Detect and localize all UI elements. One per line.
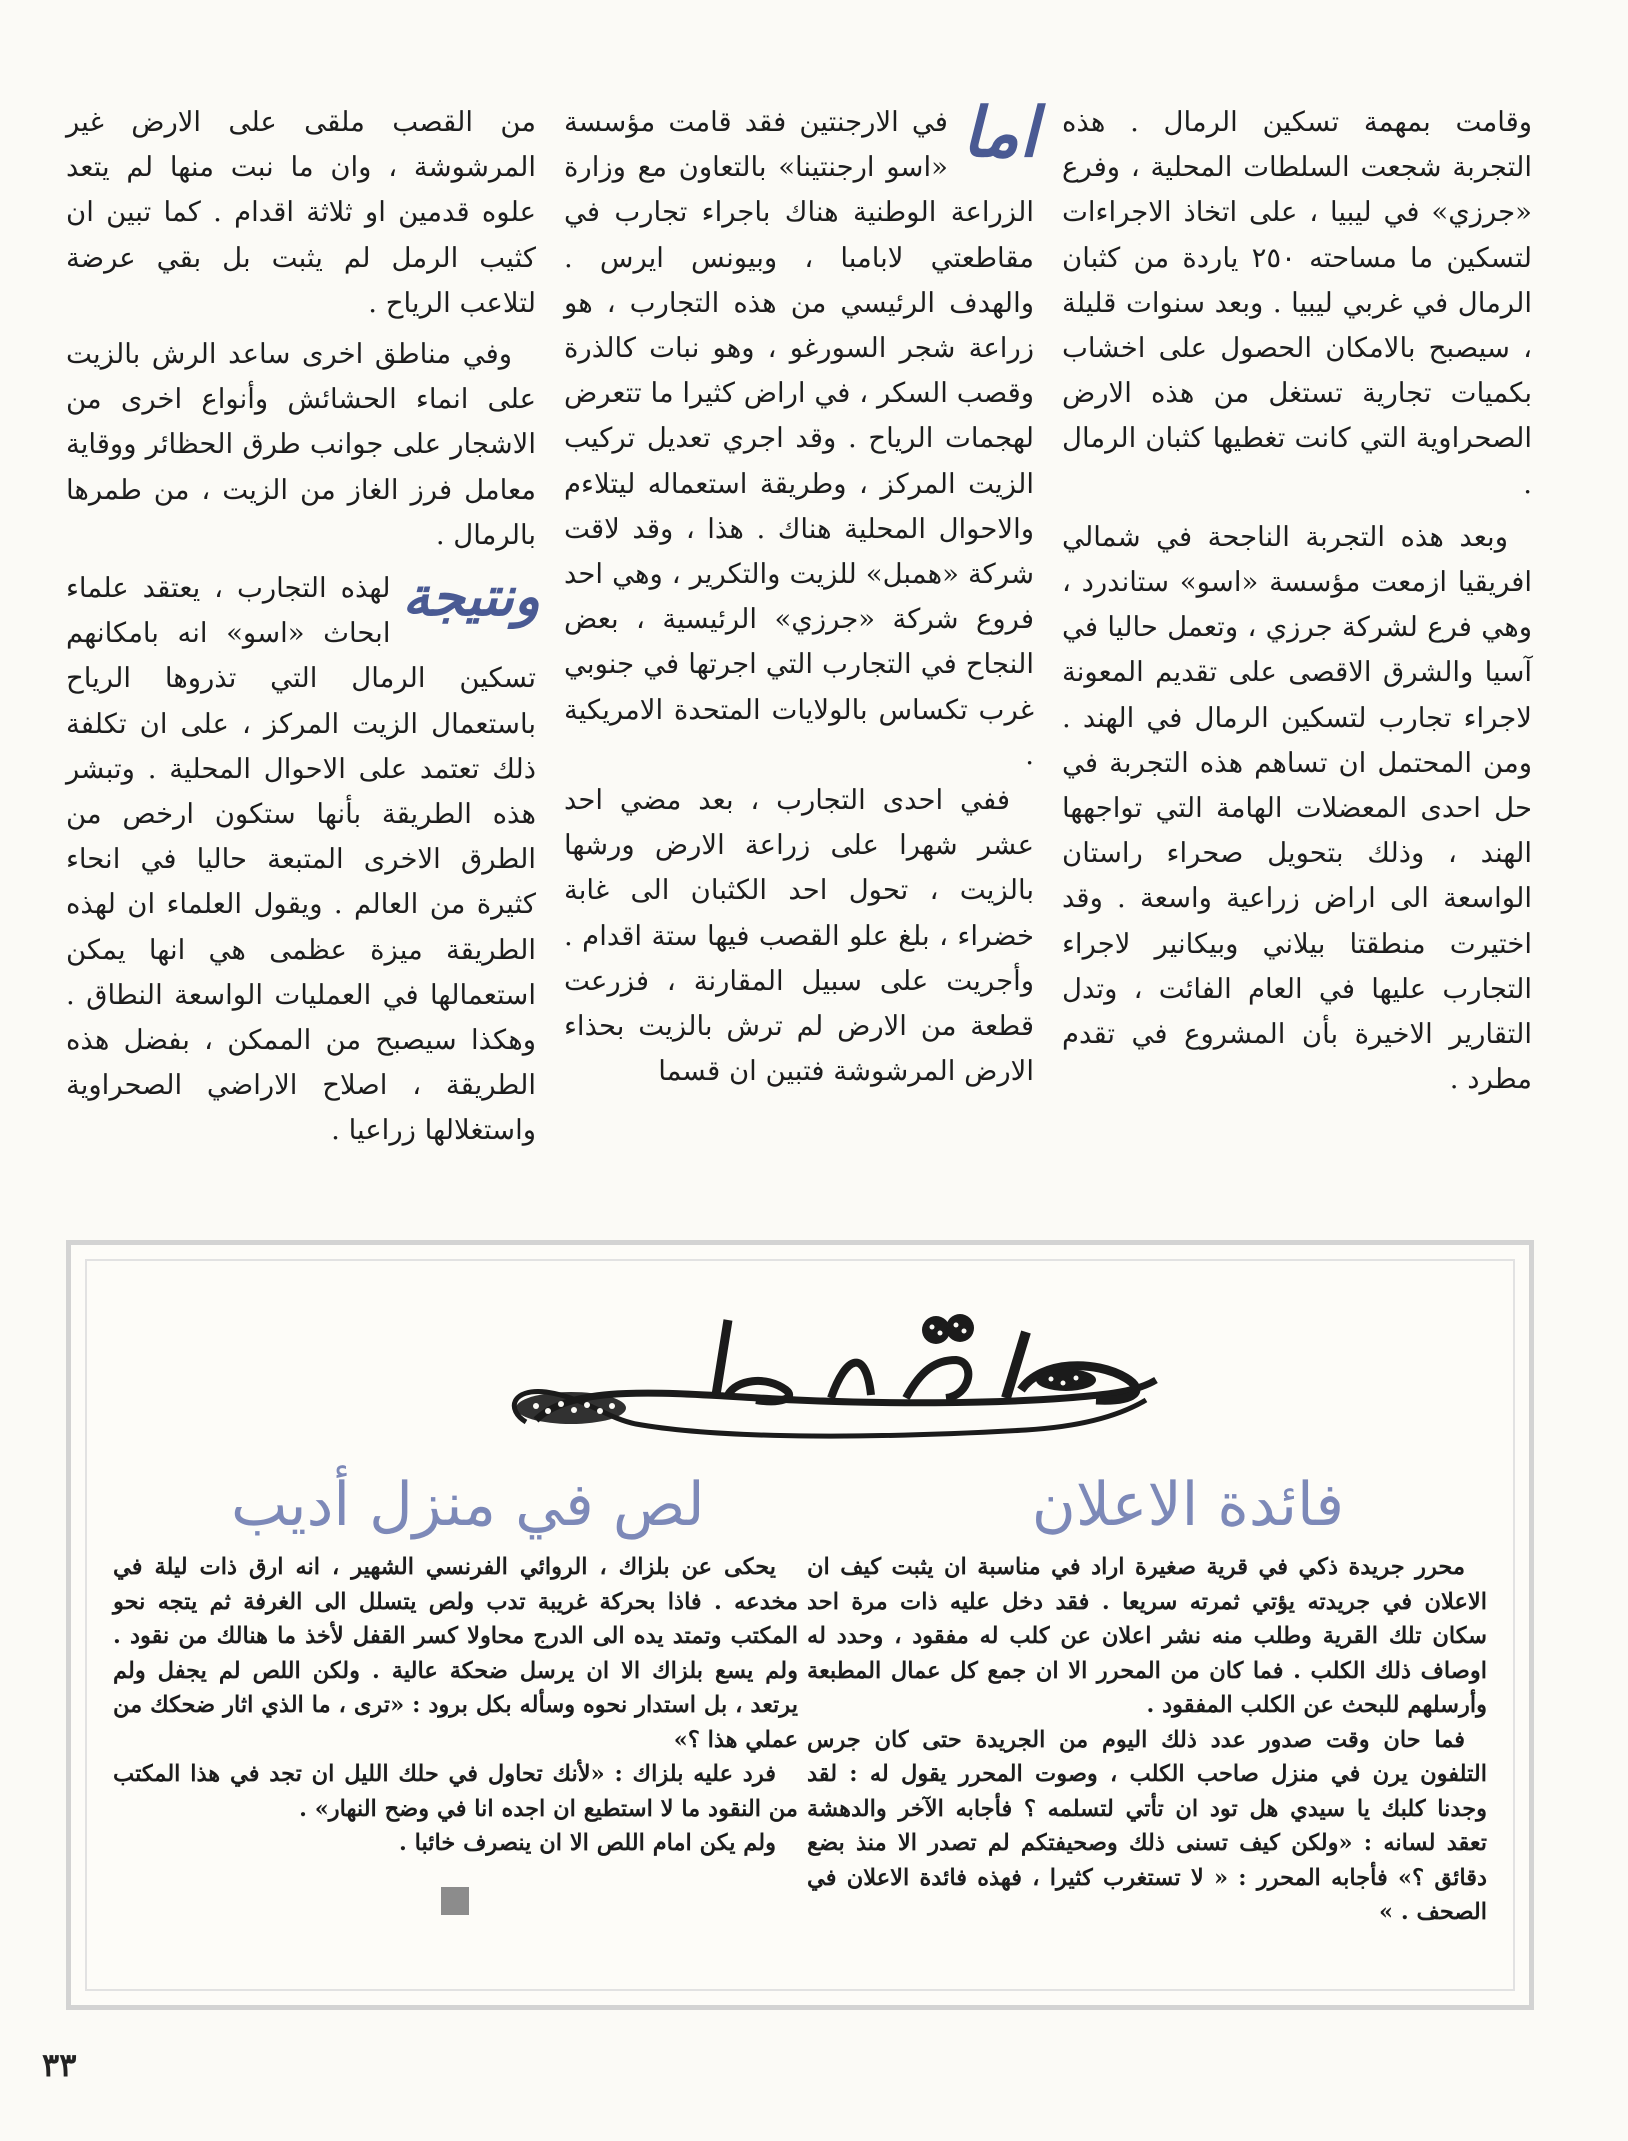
drop-word-natija: ونتيجة	[402, 564, 540, 629]
tarayef-logo	[466, 1300, 1206, 1470]
page-number: ٣٣	[42, 2046, 77, 2084]
story2-paragraph-2: فرد عليه بلزاك : «لأنك تحاول في حلك الليل ان تجد في هذا المكتب من النقود ما لا استطيع ان اجده انا في وضح النهار» .	[113, 1761, 798, 1822]
col-left-paragraph-2: وفي مناطق اخرى ساعد الرش بالزيت على انماء الحشائش وأنواع اخرى من الاشجار على جوانب طرق الحظائر ووقاية معامل فرز الغاز من الزيت ، من طمرها بالرمال .	[66, 338, 536, 551]
story2-paragraph-3: ولم يكن امام اللص الا ان ينصرف خائبا .	[398, 1830, 776, 1856]
column-left	[66, 100, 540, 1154]
col-mid-paragraph-1	[564, 93, 1038, 778]
story-body-thief-writer	[113, 1550, 798, 1861]
story-body-ad-benefit	[807, 1550, 1487, 1930]
end-of-article-mark	[441, 1887, 469, 1915]
column-middle	[564, 93, 1038, 1094]
tarayef-box	[66, 1240, 1534, 2010]
drop-cap-amma: اما	[961, 93, 1038, 173]
col-left-paragraph-1: من القصب ملقى على الارض غير المرشوشة ، وان ما نبت منها لم يتعد علوه قدمين او ثلاثة اقدام . كما تبين ان كثيب الرمل لم يثبت بل بقي عرضة لتلاعب الرياح .	[66, 106, 536, 319]
col-left-paragraph-3-text: لهذه التجارب ، يعتقد علماء ابحاث «اسو» انه بامكانهم تسكين الرمال التي تذروها الرياح باستعمال الزيت المركز ، على ان تكلفة ذلك تعتمد على الاحوال المحلية . وتبشر هذه الطريقة بأنها ستكون ارخص من الطرق الاخرى المتبعة حاليا في انحاء كثيرة من العالم . ويقول العلماء ان لهذه الطريقة ميزة عظمى هي انها يمكن استعمالها في العمليات الواسعة النطاق . وهكذا سيصبح من الممكن ، بفضل هذه الطريقة ، اصلاح الاراضي الصحراوية واستغلالها زراعيا .	[66, 572, 536, 1147]
story1-paragraph-2: فما حان وقت صدور عدد ذلك اليوم من الجريدة حتى كان جرس التلفون يرن في منزل صاحب الكلب ، وصوت المحرر يقول له : لقد وجدنا كلبك يا سيدي هل تود ان تأتي لتسلمه ؟ فأجابه الآخر والدهشة تعقد لسانه : «ولكن كيف تسنى ذلك وصحيفتكم لم تصدر الا منذ بضع دقائق ؟» فأجابه المحرر : « لا تستغرب كثيرا ، فهذه فائدة الاعلان في الصحف . »	[807, 1726, 1487, 1925]
story2-paragraph-1: يحكى عن بلزاك ، الروائي الفرنسي الشهير ، انه ارق ذات ليلة في مخدعه . فاذا بحركة غريبة تدب ولص يتسلل الى الغرفة ثم يتجه نحو المكتب وتمتد يده الى الدرج محاولا كسر القفل لأخذ ما هنالك من نقود . ولم يسع بلزاك الا ان يرسل ضحكة عالية . ولكن اللص لم يجفل ولم يرتعد ، بل استدار نحوه وسأله بكل برود : «ترى ، ما الذي اثار ضحكك من عملي هذا ؟»	[113, 1554, 798, 1753]
col-mid-paragraph-1-text: في الارجنتين فقد قامت مؤسسة «اسو ارجنتينا» بالتعاون مع وزارة الزراعة الوطنية هناك باجراء تجارب في مقاطعتي لابامبا ، وبيونس ايرس . والهدف الرئيسي من هذه التجارب ، هو زراعة شجر السورغو ، وهو نبات كالذرة وقصب السكر ، في اراض كثيرا ما تتعرض لهجمات الرياح . وقد اجري تعديل تركيب الزيت المركز ، وطريقة استعماله ليتلاءم والاحوال المحلية هناك . هذا ، وقد لاقت شركة «همبل» للزيت والتكرير ، وهي احد فروع شركة «جرزي» الرئيسية ، بعض النجاح في التجارب التي اجرتها في جنوبي غرب تكساس بالولايات المتحدة الامريكية .	[564, 106, 1034, 771]
story1-paragraph-1: محرر جريدة ذكي في قرية صغيرة اراد في مناسبة ان يثبت كيف ان الاعلان في جريدته يؤتي ثمرته سريعا . فقد دخل عليه ذات مرة احد سكان تلك القرية وطلب منه نشر اعلان عن كلب له مفقود ، وحدد له اوصاف ذلك الكلب . فما كان من المحرر الا ان جمع كل عمال المطبعة وأرسلهم للبحث عن الكلب المفقود .	[807, 1554, 1487, 1718]
col-left-paragraph-3	[66, 564, 540, 1154]
col-right-paragraph-2: وبعد هذه التجربة الناجحة في شمالي افريقيا ازمعت مؤسسة «اسو» ستاندرد ، وهي فرع لشركة جرزي ، وتعمل حاليا في آسيا والشرق الاقصى على تقديم المعونة لاجراء تجارب لتسكين الرمال في الهند . ومن المحتمل ان تساهم هذه التجربة في حل احدى المعضلات الهامة التي تواجهها الهند ، وذلك بتحويل صحراء راستان الواسعة الى اراض زراعية واسعة . وقد اختيرت منطقتا بيلاني وبيكانير لاجراء التجارب عليها في العام الفائت ، وتدل التقارير الاخيرة بأن المشروع في تقدم مطرد .	[1062, 520, 1532, 1096]
col-mid-paragraph-2: ففي احدى التجارب ، بعد مضي احد عشر شهرا على زراعة الارض ورشها بالزيت ، تحول احد الكثبان الى غابة خضراء ، بلغ علو القصب فيها ستة اقدام . وأجريت على سبيل المقارنة ، فزرعت قطعة من الارض لم ترش بالزيت بحذاء الارض المرشوشة فتبين ان قسما	[564, 784, 1034, 1088]
column-right	[1062, 100, 1532, 1102]
story-title-ad-benefit: فائدة الاعلان	[1031, 1470, 1344, 1540]
col-right-paragraph-1: وقامت بمهمة تسكين الرمال . هذه التجربة شجعت السلطات المحلية ، وفرع «جرزي» في ليبيا ، على اتخاذ الاجراءات لتسكين ما مساحته ٢٥٠ ياردة من كثبان الرمال في غربي ليبيا . وبعد سنوات قليلة ، سيصبح بالامكان الحصول على اخشاب بكميات تجارية تستغل من هذه الارض الصحراوية التي كانت تغطيها كثبان الرمال .	[1062, 106, 1532, 500]
story-title-thief-writer: لص في منزل أديب	[231, 1470, 705, 1540]
